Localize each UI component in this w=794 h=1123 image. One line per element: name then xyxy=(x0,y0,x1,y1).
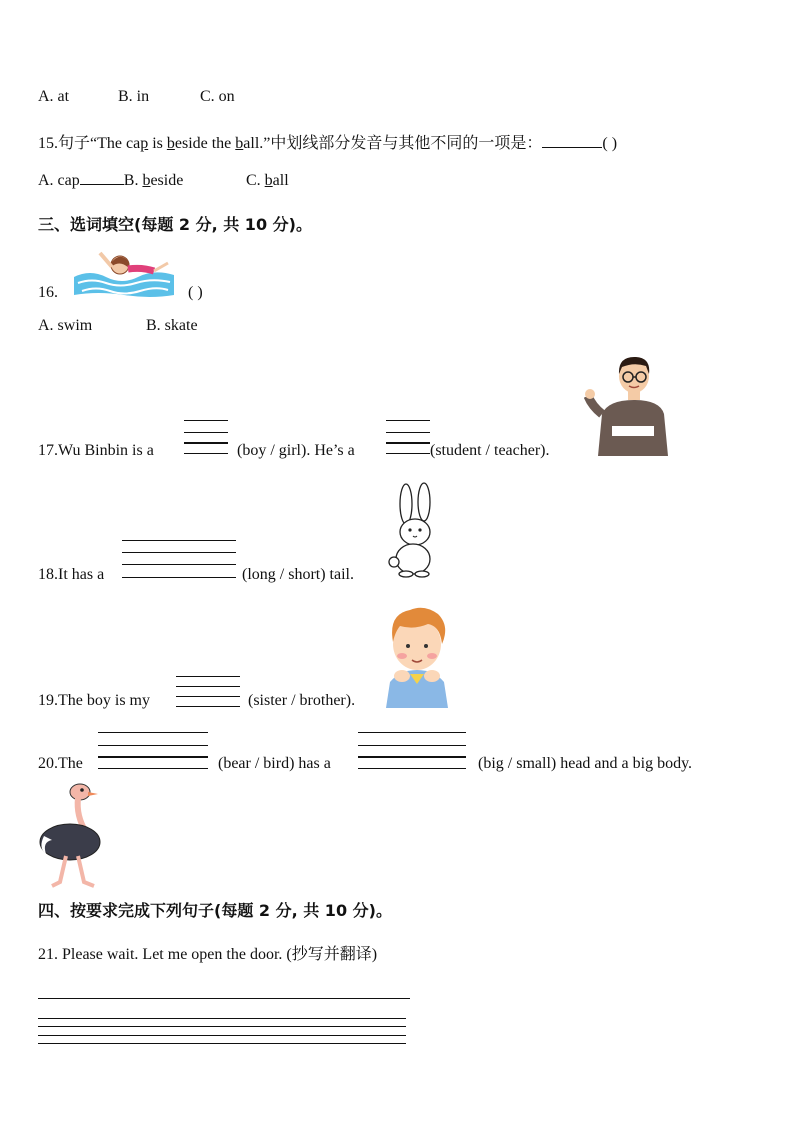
q18-text-end: (long / short) tail. xyxy=(242,566,354,583)
q21-copy-line[interactable] xyxy=(38,998,410,1000)
q16-number: 16. xyxy=(38,284,58,301)
rabbit-picture xyxy=(386,482,442,578)
q17-answer-lines-1[interactable] xyxy=(184,420,228,456)
q16-option-a: A. swim xyxy=(38,317,93,334)
q17-answer-lines-2[interactable] xyxy=(386,420,430,456)
q18-answer-lines[interactable] xyxy=(122,540,236,580)
q20-text-start: 20.The xyxy=(38,755,83,772)
q17-text-start: 17.Wu Binbin is a xyxy=(38,442,154,459)
section3-title: 三、选词填空(每题 2 分, 共 10 分)。 xyxy=(38,215,312,234)
q15-option-c: C. ball xyxy=(246,172,289,189)
q21-translation-lines[interactable] xyxy=(38,1018,406,1046)
q20-text-end: (big / small) head and a big body. xyxy=(478,755,693,772)
q21-question: 21. Please wait. Let me open the door. (抄写并翻译) xyxy=(38,946,378,963)
q15-answer-blank[interactable] xyxy=(542,147,602,148)
q20-answer-lines-1[interactable] xyxy=(98,732,208,772)
q19-text-start: 19.The boy is my xyxy=(38,692,150,709)
q19-text-end: (sister / brother). xyxy=(248,692,356,709)
ostrich-picture xyxy=(36,782,112,890)
q19-answer-lines[interactable] xyxy=(176,676,240,708)
q15-question: 15.句子“The cap is beside the ball.”中划线部分发音与其他不同的一项是： ( ) xyxy=(38,135,618,152)
boy-picture xyxy=(380,604,454,708)
q16-option-b: B. skate xyxy=(146,317,198,334)
q20-text-middle: (bear / bird) has a xyxy=(218,755,331,772)
q17-text-middle: (boy / girl). He’s a xyxy=(237,442,355,459)
swimming-girl-picture xyxy=(70,245,178,300)
q17-text-end: (student / teacher). xyxy=(430,442,550,459)
q14-option-a: A. at xyxy=(38,88,70,105)
q14-option-b: B. in xyxy=(118,88,150,105)
q16-answer-paren[interactable]: ( ) xyxy=(188,284,203,301)
teacher-picture xyxy=(584,352,672,458)
q20-answer-lines-2[interactable] xyxy=(358,732,466,772)
q14-option-c: C. on xyxy=(200,88,235,105)
q15-options: A. cap B. beside xyxy=(38,172,184,189)
q18-text-start: 18.It has a xyxy=(38,566,105,583)
section4-title: 四、按要求完成下列句子(每题 2 分, 共 10 分)。 xyxy=(38,901,392,920)
